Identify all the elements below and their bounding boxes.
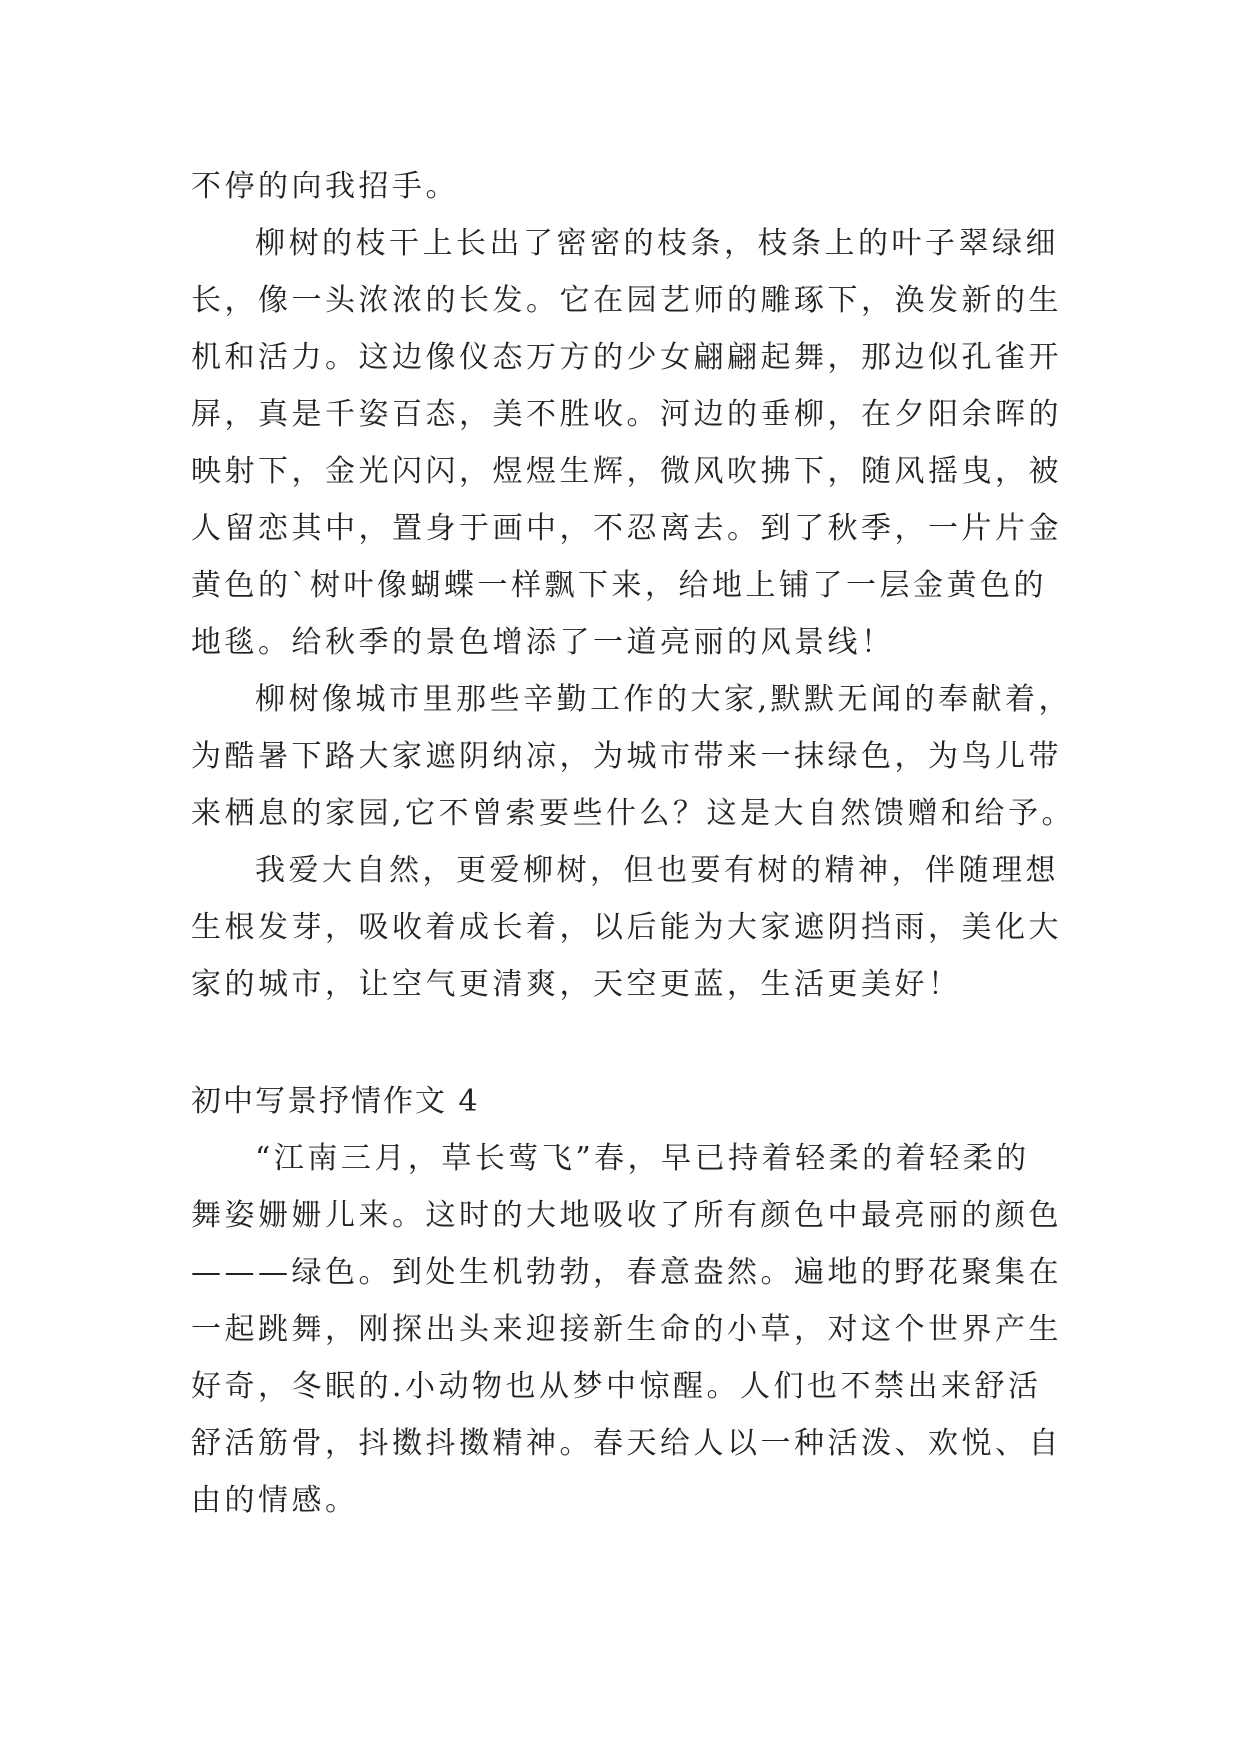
paragraph-spring	[191, 1130, 1062, 1529]
document-body	[191, 158, 1076, 1529]
paragraph-line: 为酷暑下路大家遮阴纳凉，为城市带来一抹绿色，为鸟儿带	[191, 739, 1062, 774]
paragraph-line: ———绿色。到处生机勃勃，春意盎然。遍地的野花聚集在	[191, 1255, 1062, 1290]
paragraph-line: 好奇，冬眠的.小动物也从梦中惊醒。人们也不禁出来舒活	[191, 1369, 1042, 1404]
paragraph-line: 映射下，金光闪闪，煜煜生辉，微风吹拂下，随风摇曳，被	[191, 454, 1062, 489]
paragraph-line: 机和活力。这边像仪态万方的少女翩翩起舞，那边似孔雀开	[191, 340, 1062, 375]
paragraph-line: 柳树像城市里那些辛勤工作的大家,默默无闻的奉献着，	[255, 682, 1073, 717]
paragraph-line: 屏，真是千姿百态，美不胜收。河边的垂柳，在夕阳余晖的	[191, 397, 1062, 432]
continuation-paragraph	[191, 158, 1051, 215]
paragraph-line: 长，像一头浓浓的长发。它在园艺师的雕琢下，涣发新的生	[191, 283, 1062, 318]
paragraph-love-nature	[191, 842, 1062, 1013]
paragraph-willow-branches	[191, 215, 1062, 671]
paragraph-line: “江南三月，草长莺飞”春，早已持着轻柔的着轻柔的	[255, 1141, 1030, 1176]
section-spacer	[191, 1013, 1051, 1073]
paragraph-line: 家的城市，让空气更清爽，天空更蓝，生活更美好！	[191, 967, 962, 1002]
paragraph-line: 舞姿姗姗儿来。这时的大地吸收了所有颜色中最亮丽的颜色	[191, 1198, 1062, 1233]
paragraph-line: 人留恋其中，置身于画中，不忍离去。到了秋季，一片片金	[191, 511, 1062, 546]
paragraph-line: 来栖息的家园,它不曾索要些什么？这是大自然馈赠和给予。	[191, 796, 1076, 831]
paragraph-line: 柳树的枝干上长出了密密的枝条，枝条上的叶子翠绿细	[255, 226, 1059, 261]
paragraph-line: 由的情感。	[191, 1483, 359, 1518]
section-heading: 初中写景抒情作文 4	[191, 1084, 480, 1119]
paragraph-willow-dedication	[191, 671, 1076, 842]
paragraph-line: 一起跳舞，刚探出头来迎接新生命的小草，对这个世界产生	[191, 1312, 1062, 1347]
paragraph-line: 黄色的`树叶像蝴蝶一样飘下来，给地上铺了一层金黄色的	[191, 568, 1047, 603]
paragraph-line: 舒活筋骨，抖擞抖擞精神。春天给人以一种活泼、欢悦、自	[191, 1426, 1062, 1461]
paragraph-line: 我爱大自然，更爱柳树，但也要有树的精神，伴随理想	[255, 853, 1059, 888]
paragraph-line: 生根发芽，吸收着成长着，以后能为大家遮阴挡雨，美化大	[191, 910, 1062, 945]
paragraph-line: 地毯。给秋季的景色增添了一道亮丽的风景线！	[191, 625, 895, 660]
paragraph-line: 不停的向我招手。	[191, 169, 459, 204]
